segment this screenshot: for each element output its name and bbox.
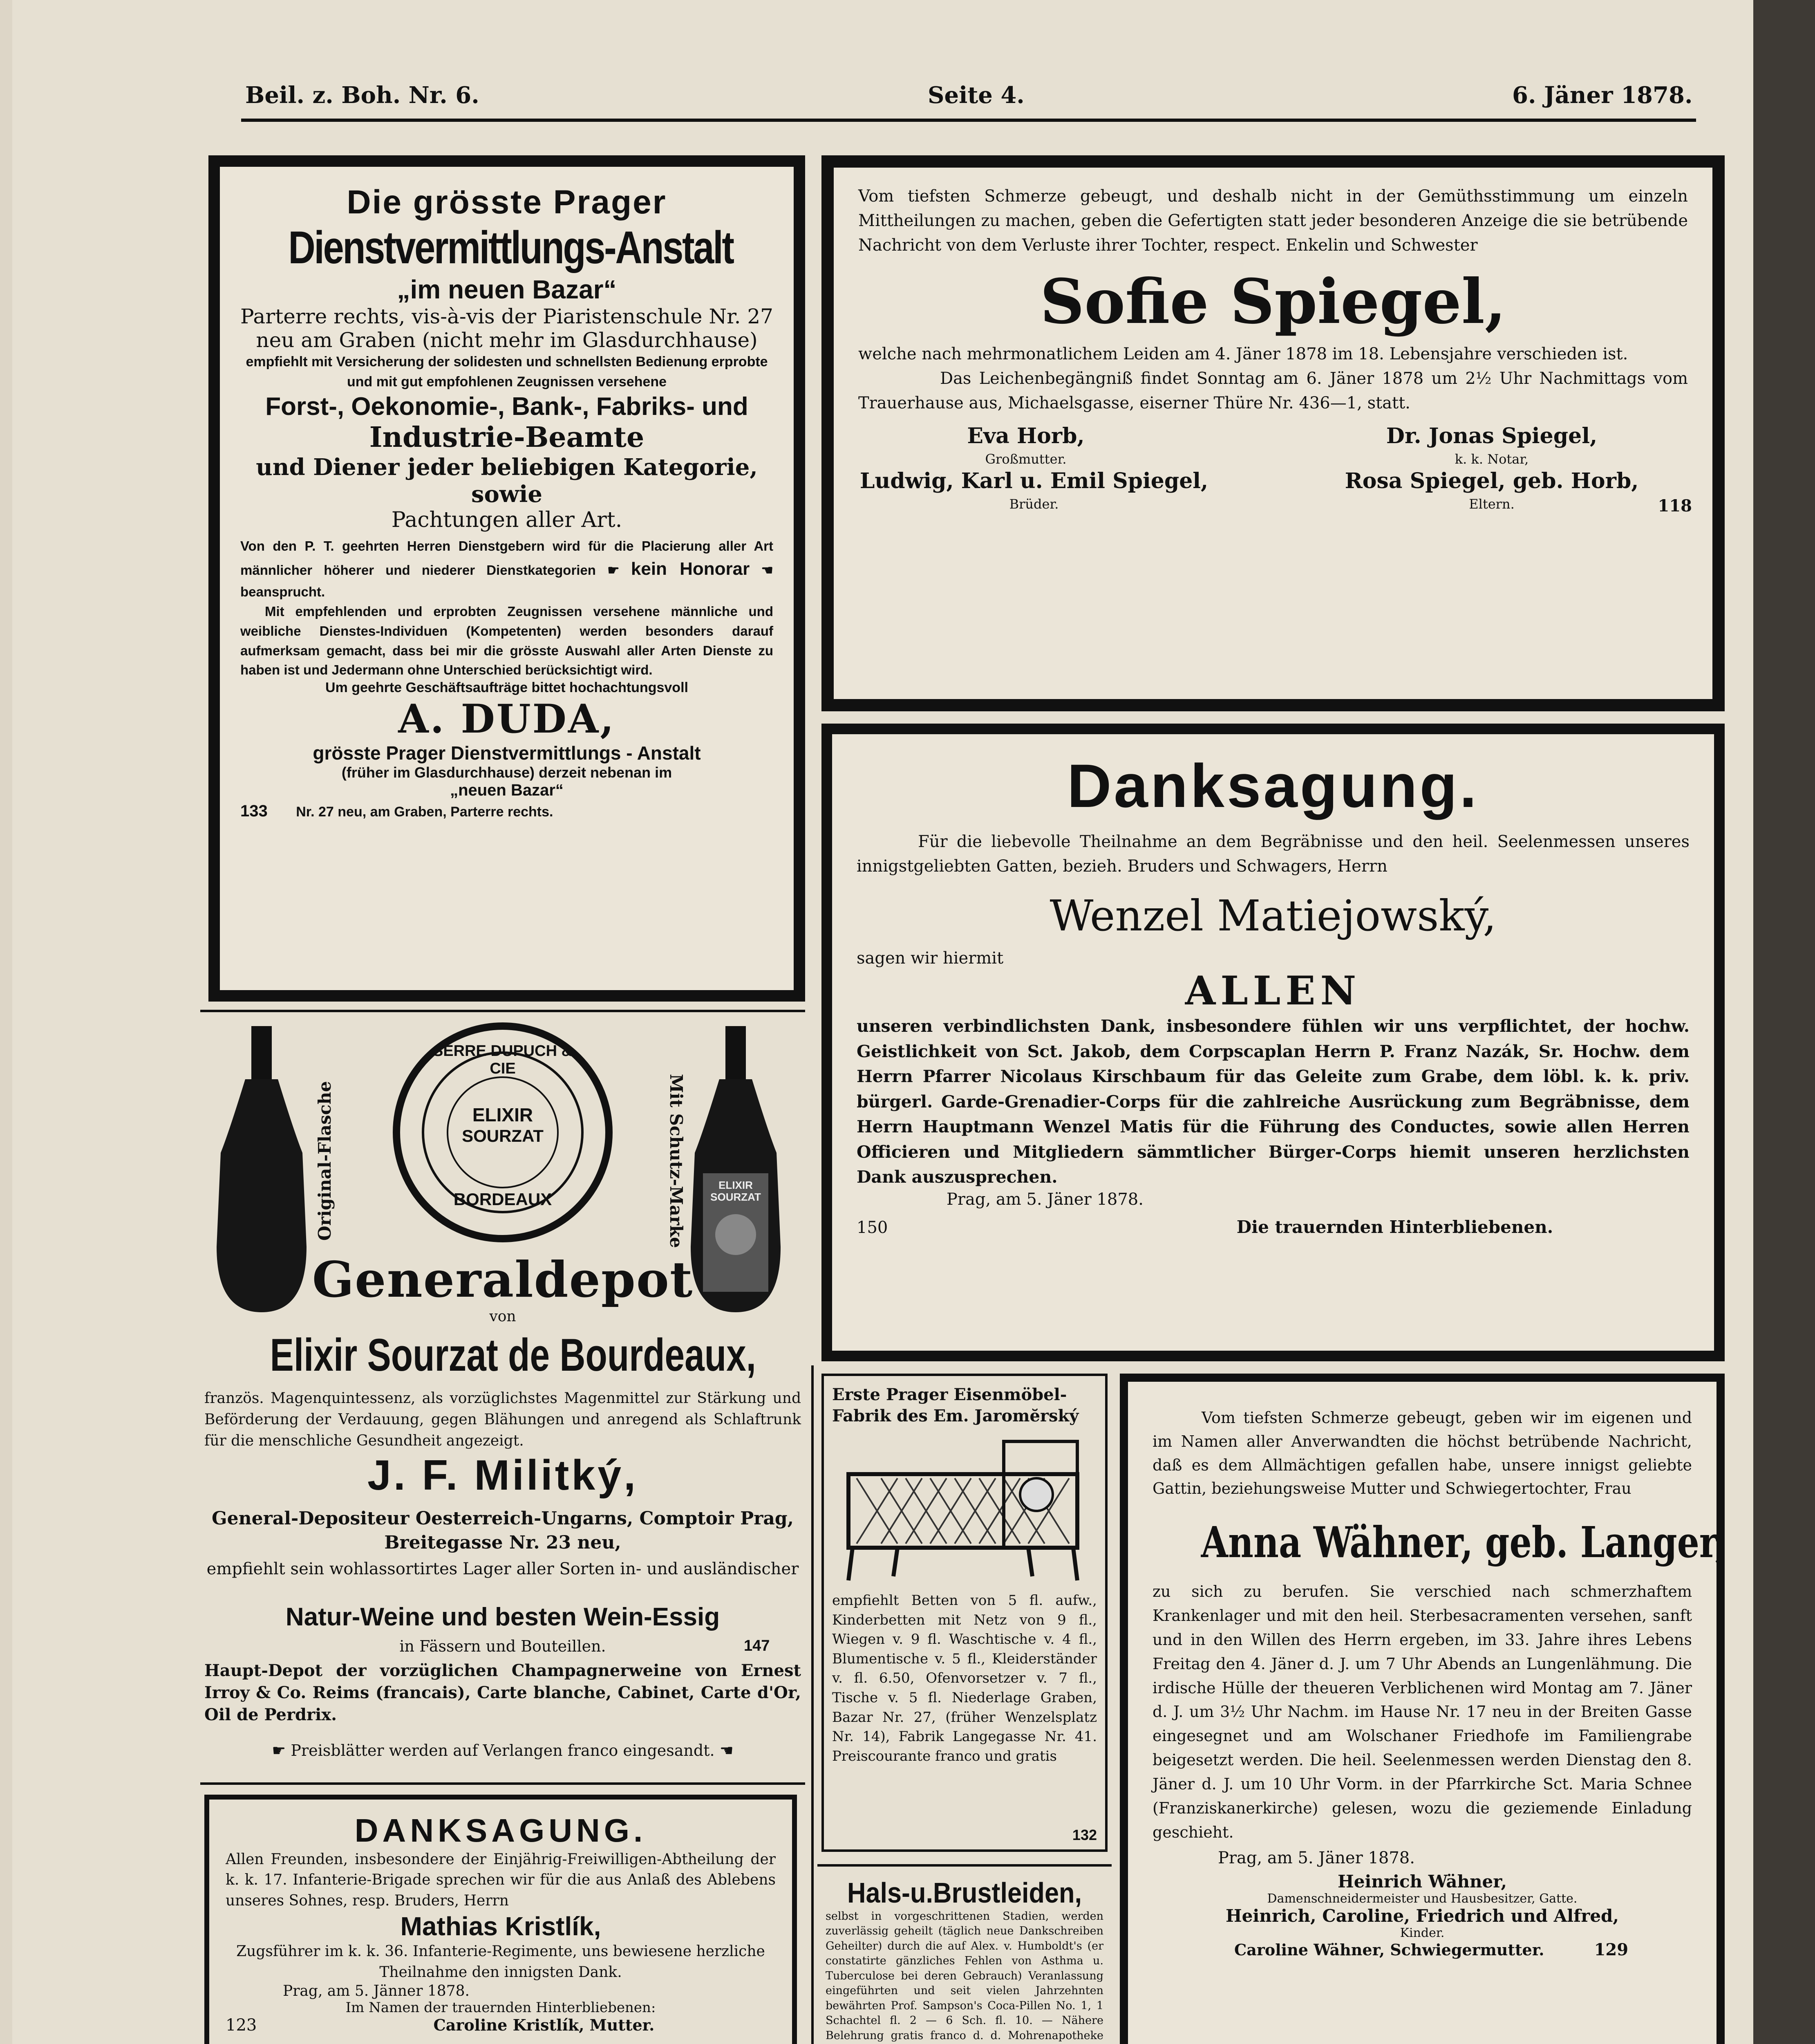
waehner-text: zu sich zu berufen. Sie verschied nach schmerzhaftem Krankenlager und mit den heil. Sterbesacramenten versehen, sanft und in den Willen des Herrn ergeben, im 33. Jahre ihres Lebens Freitag den 4. Jäner d. J. um 7 Uhr Abends an Lungenlähmung. Die irdische Hülle der theueren Verblichenen wird Montag am 7. Jäner d. J. um 3½ Uhr Nachm. im Hause Nr. 17 neu in der Breiten Gasse eingesegnet und am Wolschaner Friedhofe im Familiengrabe beigesetzt werden. Die heil. Seelenmessen werden Dienstag den 8. Jäner d. J. um 10 Uhr Vorm. in der Pfarrkirche Sct. Maria Schnee (Franziskanerkirche) gelesen, wozu die geziemende Einladung geschieht. [1153, 1582, 1692, 1841]
sourzat-vertical-right: Mit Schutz-Marke [666, 1074, 686, 1248]
waehner-intro: Vom tiefsten Schmerze gebeugt, geben wir im eigenen und im Namen aller Anverwandten die höchst betrübende Nachricht, daß es dem Allmächtigen gefallen habe, unsere innigst geliebte Gattin, beziehungsweise Mutter und Schwiegertochter, Frau [1153, 1409, 1692, 1498]
duda-text-a: Von den P. T. geehrten Herren Dienstgebern wird für die Placierung aller Art männlicher höherer und niederer Dienstkategorien [240, 538, 773, 578]
waehner-footer [1153, 1940, 1692, 1959]
ad-spiegel [821, 155, 1725, 711]
ad-hals-brustleiden [821, 1876, 1108, 2044]
spiegel-sig3: Ludwig, Karl u. Emil Spiegel, [859, 468, 1209, 493]
ad-danksagung-matiejowsky [821, 724, 1725, 1361]
dank1-text2: sagen wir hiermit [857, 949, 1004, 968]
bottle-label-text: ELIXIR SOURZAT [710, 1179, 761, 1203]
waehner-sig2-role: Kinder. [1400, 1925, 1445, 1940]
ad-waehner [1120, 1374, 1728, 2044]
duda-paragraph1 [240, 536, 773, 601]
waehner-sig1-role: Damenschneidermeister und Hausbesitzer, Gatte. [1267, 1891, 1578, 1906]
spiegel-sig3-role: Brüder. [1009, 496, 1059, 512]
dank1-text3: unseren verbindlichsten Dank, insbesondere fühlen wir uns verpflichtet, der hochw. Geistlichkeit von Sct. Jakob, dem Corpscaplan Herrn P. Franz Nazák, Sr. Hochw. dem Herrn Pfarrer Nicolaus Kirschbaum für das Geleite zum Grabe, dem löbl. k. k. priv. bürgerl. Garde-Grenadier-Corps für die zahlreiche Ausrückung zum Begräbnisse, dem Herrn Hauptmann Wenzel Matis für die Führung des Conductes, sowie allen Herren Officieren und Mitgliedern sämmtlicher Bürger-Corps hiemit unseren herzlichsten Dank auszusprechen. [857, 1016, 1690, 1187]
pointing-hand-left-icon: ☚ [719, 1741, 734, 1759]
duda-paragraph2: Mit empfehlenden und erprobten Zeugnissen versehene männliche und weibliche Dienstes-Individuen (Kompetenten) werden besonders darauf aufmerksam gemacht, dass bei mir die grösste Auswahl aller Arten Dienste zu haben ist und Jedermann ohne Unterschied berücksichtigt wird. [240, 603, 773, 678]
pointing-hand-left-icon: ☚ [761, 563, 773, 578]
sourzat-vertical-left: Original-Flasche [315, 1081, 335, 1241]
duda-line17: „neuen Bazar“ [450, 781, 564, 800]
sourzat-firm: J. F. Militký, [367, 1452, 638, 1499]
waehner-name: Anna Wähner, geb. Langer, [1201, 1517, 1728, 1567]
duda-no-fee: kein Honorar [631, 559, 750, 579]
duda-number: 133 [240, 802, 268, 820]
rule-hals-top [817, 1864, 1112, 1867]
duda-headline: Dienstvermittlungs-Anstalt [288, 222, 733, 273]
seal-bottom-text: BORDEAUX [453, 1190, 552, 1209]
spiegel-sig4: Rosa Spiegel, geb. Horb, [1345, 468, 1639, 493]
crib-icon [832, 1433, 1094, 1585]
dank2-hint: Im Namen der trauernden Hinterbliebenen: [345, 1999, 656, 2016]
duda-name: A. DUDA, [398, 696, 615, 742]
rule-column-divider [811, 1365, 814, 2044]
dank1-text1: Für die liebevolle Theilnahme an dem Begräbnisse und den heil. Seelenmessen unseres innigstgeliebten Gatten, bezieh. Bruders und Schwagers, Herrn [857, 832, 1690, 876]
waehner-sig1: Heinrich Wähner, [1338, 1871, 1507, 1892]
rule-dank2-top [200, 1782, 805, 1785]
duda-line16: (früher im Glasdurchhause) derzeit nebenan im [341, 764, 672, 781]
seal-center-2: SOURZAT [462, 1126, 544, 1145]
duda-line15: grösste Prager Dienstvermittlungs - Anstalt [313, 742, 701, 764]
sourzat-von: von [489, 1308, 516, 1325]
waehner-place: Prag, am 5. Jäner 1878. [1218, 1848, 1415, 1867]
spiegel-intro: Vom tiefsten Schmerze gebeugt, und deshalb nicht in der Gemüthsstimmung um einzeln Mittheilungen zu machen, geben die Gefertigten statt jeder besonderen Anzeige die sie betrübende Nachricht von dem Verluste ihrer Tochter, respect. Enkelin und Schwester [858, 187, 1688, 255]
dank2-title: DANKSAGUNG. [354, 1812, 647, 1849]
duda-line8: Industrie-Beamte [369, 421, 645, 454]
dank1-place: Prag, am 5. Jäner 1878. [947, 1190, 1144, 1209]
dank2-place: Prag, am 5. Jänner 1878. [283, 1982, 470, 1999]
header-right: 6. Jäner 1878. [1512, 82, 1693, 109]
spiegel-sig2-role: k. k. Notar, [1455, 451, 1529, 467]
sourzat-number: 147 [744, 1637, 770, 1654]
spiegel-sig1-role: Großmutter. [985, 451, 1067, 467]
dank2-name: Mathias Kristlík, [400, 1912, 601, 1941]
spiegel-text2: Das Leichenbegängniß findet Sonntag am 6. Jäner 1878 um 2½ Uhr Nachmittags vom Trauerhause aus, Michaelsgasse, eiserner Thüre Nr. 436—1, statt. [858, 369, 1688, 412]
duda-footer [240, 802, 773, 820]
duda-line5: neu am Graben (nicht mehr im Glasdurchhause) [256, 328, 758, 352]
duda-text-c: beansprucht. [240, 584, 325, 600]
moebel-number: 132 [1072, 1827, 1097, 1843]
hals-title: Hals-u.Brustleiden, [847, 1877, 1082, 1909]
spiegel-name: Sofie Spiegel, [1040, 266, 1506, 338]
pointing-hand-right-icon: ☛ [607, 563, 620, 578]
duda-line3: „im neuen Bazar“ [397, 274, 617, 304]
duda-line10: Pachtungen aller Art. [391, 508, 622, 533]
duda-line9: und Diener jeder beliebigen Kategorie, sowie [256, 454, 758, 508]
sourzat-wines: Natur-Weine und besten Wein-Essig [285, 1603, 720, 1631]
ad-duda [208, 155, 805, 1002]
sourzat-pricelist-text: Preisblätter werden auf Verlangen franco eingesandt. [291, 1741, 715, 1759]
ad-eisenmoebel [821, 1374, 1108, 1852]
sourzat-champagne: Haupt-Depot der vorzüglichen Champagnerweine von Ernest Irroy & Co. Reims (francais), Carte blanche, Cabinet, Carte d'Or, Oil de Perdrix. [204, 1661, 801, 1724]
pointing-hand-right-icon: ☛ [272, 1741, 286, 1759]
duda-line6: empfiehlt mit Versicherung der solidesten und schnellsten Bedienung erprobte und mit gut empfohlenen Zeugnissen versehene [246, 354, 768, 390]
spiegel-text1: welche nach mehrmonatlichem Leiden am 4. Jäner 1878 im 18. Lebensjahre verschieden ist. [858, 345, 1628, 363]
dank1-number: 150 [857, 1218, 888, 1237]
dank2-footer [226, 2016, 776, 2035]
seal-top-text: SERRE DUPUCH & CIE [432, 1042, 573, 1077]
dank2-signature: Caroline Kristlík, Mutter. [433, 2015, 655, 2034]
spiegel-number: 118 [1658, 496, 1692, 515]
sourzat-pricelist [204, 1741, 801, 1759]
duda-line7: Forst-, Oekonomie-, Bank-, Fabriks- und [265, 392, 748, 421]
moebel-title: Erste Prager Eisenmöbel-Fabrik des Em. Jaromĕrský [832, 1385, 1079, 1425]
dank2-number: 123 [226, 2015, 257, 2035]
sourzat-description: französ. Magenquintessenz, als vorzüglichstes Magenmittel zur Stärkung und Beförderung der Verdauung, gegen Blähungen und anregend als Schlaftrunk für die menschliche Gesundheit angezeigt. [204, 1390, 801, 1450]
sourzat-depot: Generaldepot [312, 1251, 694, 1309]
seal-center-1: ELIXIR [472, 1104, 533, 1125]
spiegel-sig4-role: Eltern. [1469, 496, 1515, 512]
moebel-text: empfiehlt Betten von 5 fl. aufw., Kinderbetten mit Netz von 9 fl., Wiegen v. 9 fl. Waschtische v. 4 fl., Blumentische v. 5 fl., Kleiderständer v. fl. 6.50, Ofenvorsetzer v. 7 fl., Tische v. 5 fl. Niederlage Graben, Bazar Nr. 27, (früher Wenzelsplatz Nr. 14), Fabrik Langegasse Nr. 41. Preiscourante franco und gratis [832, 1592, 1097, 1764]
dank1-name: Wenzel Matiejowský, [1050, 891, 1497, 941]
hals-text: selbst in vorgeschrittenen Stadien, werden zuverlässig geheilt (täglich neue Dankschreiben Geheilter) durch die auf Alex. v. Humboldt's (er constatirte gänzliches Fehlen von Asthma u. Tuberculose bei deren Gebrauch) Veranlassung eingeführten und seit vielen Jahrzehnten bewährten Prof. Sampson's Coca-Pillen No. 1, 1 Schachtel fl. 2 — 6 Sch. fl. 10. — Nähere Belehrung gratis franco d. d. Mohrenapotheke [826, 1910, 1103, 2042]
sourzat-barrels: in Fässern und Bouteillen. [399, 1637, 606, 1655]
dank1-allen: ALLEN [1185, 968, 1361, 1014]
header-left: Beil. z. Boh. Nr. 6. [245, 82, 479, 109]
waehner-number: 129 [1594, 1940, 1629, 1959]
spiegel-signatures [858, 424, 1692, 546]
header-rule [241, 119, 1696, 122]
duda-line4: Parterre rechts, vis-à-vis der Piaristenschule Nr. 27 [240, 304, 773, 328]
rule-sourzat-top [200, 1010, 805, 1012]
binding-spine [1753, 0, 1815, 2044]
duda-address: Nr. 27 neu, am Graben, Parterre rechts. [296, 804, 553, 820]
ad-sourzat [204, 1018, 801, 1774]
spiegel-sig2: Dr. Jonas Spiegel, [1386, 424, 1598, 448]
dank2-text: Allen Freunden, insbesondere der Einjährig-Freiwilligen-Abtheilung der k. k. 17. Infanterie-Brigade sprechen wir für die aus Anlaß des Ablebens unseres Sohnes, resp. Bruders, Herrn [226, 1851, 776, 1909]
header-center: Seite 4. [928, 82, 1025, 109]
dank1-footer [857, 1217, 1690, 1237]
sourzat-firm-2: empfiehlt sein wohlassortirtes Lager aller Sorten in- und ausländischer [206, 1560, 799, 1578]
dank2-text2: Zugsführer im k. k. 36. Infanterie-Regimente, uns bewiesene herzliche Theilnahme den innigsten Dank. [236, 1943, 765, 1981]
duda-line1: Die grösste Prager [347, 184, 667, 221]
ad-danksagung-kristlik [204, 1795, 797, 2044]
sourzat-firm-1: General-Depositeur Oesterreich-Ungarns, Comptoir Prag, Breitegasse Nr. 23 neu, [212, 1508, 794, 1553]
sourzat-elixir: Elixir Sourzat de Bourdeaux, [270, 1329, 756, 1381]
waehner-sig3: Caroline Wähner, Schwiegermutter. [1234, 1940, 1544, 1959]
dank1-signature: Die trauernden Hinterbliebenen. [1236, 1217, 1553, 1237]
dank1-title: Danksagung. [1067, 751, 1479, 820]
waehner-sig2: Heinrich, Caroline, Friedrich und Alfred, [1225, 1905, 1619, 1926]
duda-line13: Um geehrte Geschäftsaufträge bittet hochachtungsvoll [325, 680, 688, 696]
spiegel-sig1: Eva Horb, [967, 424, 1085, 448]
